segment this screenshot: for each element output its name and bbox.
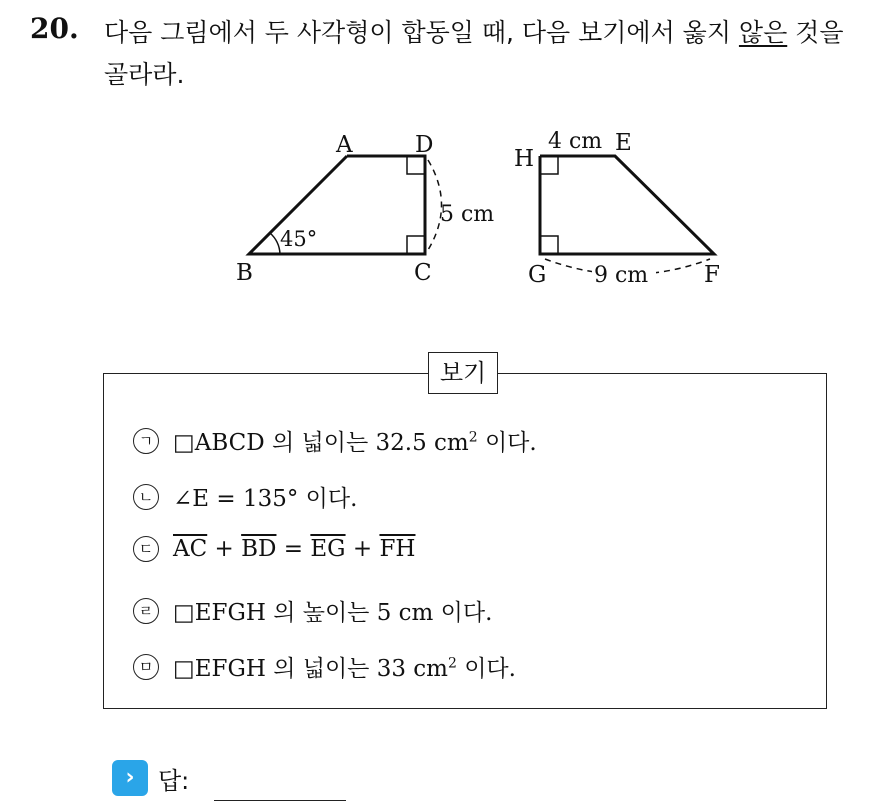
choice-sup: 2	[468, 429, 478, 446]
right-angle-d-icon	[407, 156, 425, 174]
bogi-title: 보기	[428, 352, 498, 394]
trapezoid-figure	[0, 0, 884, 330]
right-angle-h-icon	[540, 156, 558, 174]
label-h: H	[514, 146, 535, 172]
question-text-after: 것을 골라라.	[104, 18, 844, 89]
trapezoid-efgh-shape	[540, 156, 714, 254]
side-dc-label: 5 cm	[440, 202, 495, 227]
choice-mark: ㄷ	[133, 536, 159, 562]
op: =	[276, 536, 311, 562]
answer-blank[interactable]	[214, 800, 346, 801]
choice-text	[173, 650, 516, 683]
answer-row	[112, 760, 189, 796]
choice-3	[133, 536, 415, 562]
choice-mark: ㄱ	[133, 428, 159, 454]
label-b: B	[236, 260, 253, 286]
segment-eg: $\overline{EG}$	[310, 536, 346, 562]
choice-5	[133, 650, 516, 683]
choice-sup: 2	[447, 655, 457, 672]
choice-4	[133, 594, 492, 627]
segment-bd: $\overline{BD}$	[241, 536, 277, 562]
right-angle-g-icon	[540, 236, 558, 254]
side-gf-label: 9 cm	[594, 263, 649, 288]
choice-mark: ㅁ	[133, 654, 159, 680]
question-text-underlined: 않은	[738, 18, 788, 47]
side-he-label: 4 cm	[548, 129, 603, 154]
choice-text	[173, 536, 415, 562]
answer-label: 답:	[158, 766, 190, 795]
choice-text-main: □EFGH 의 넓이는 33 cm	[173, 656, 448, 682]
op: +	[207, 536, 242, 562]
angle-label: 45°	[280, 227, 318, 251]
choice-text-post: 이다.	[477, 430, 537, 456]
label-a: A	[336, 132, 353, 158]
choice-text-post: 이다.	[456, 656, 516, 682]
label-d: D	[415, 132, 434, 158]
choice-mark: ㄹ	[133, 598, 159, 624]
choice-1	[133, 424, 537, 457]
choice-text: ∠E = 135° 이다.	[173, 486, 358, 512]
chevron-right-icon: ›	[112, 760, 148, 796]
label-e: E	[615, 130, 632, 156]
right-angle-c-icon	[407, 236, 425, 254]
choice-mark: ㄴ	[133, 484, 159, 510]
choice-text-main: □ABCD 의 넓이는 32.5 cm	[173, 430, 469, 456]
choice-2	[133, 480, 357, 513]
segment-fh: $\overline{FH}$	[379, 536, 416, 562]
question-text-before: 다음 그림에서 두 사각형이 합동일 때, 다음 보기에서 옳지	[104, 18, 739, 47]
segment-ac: $\overline{AC}$	[173, 536, 208, 562]
choice-text	[173, 424, 537, 457]
angle-b-arc-icon	[270, 233, 280, 254]
choice-text: □EFGH 의 높이는 5 cm 이다.	[173, 600, 493, 626]
label-c: C	[414, 260, 432, 286]
label-g: G	[528, 262, 547, 288]
op: +	[345, 536, 380, 562]
label-f: F	[704, 262, 720, 288]
question-number: 20.	[30, 12, 79, 45]
